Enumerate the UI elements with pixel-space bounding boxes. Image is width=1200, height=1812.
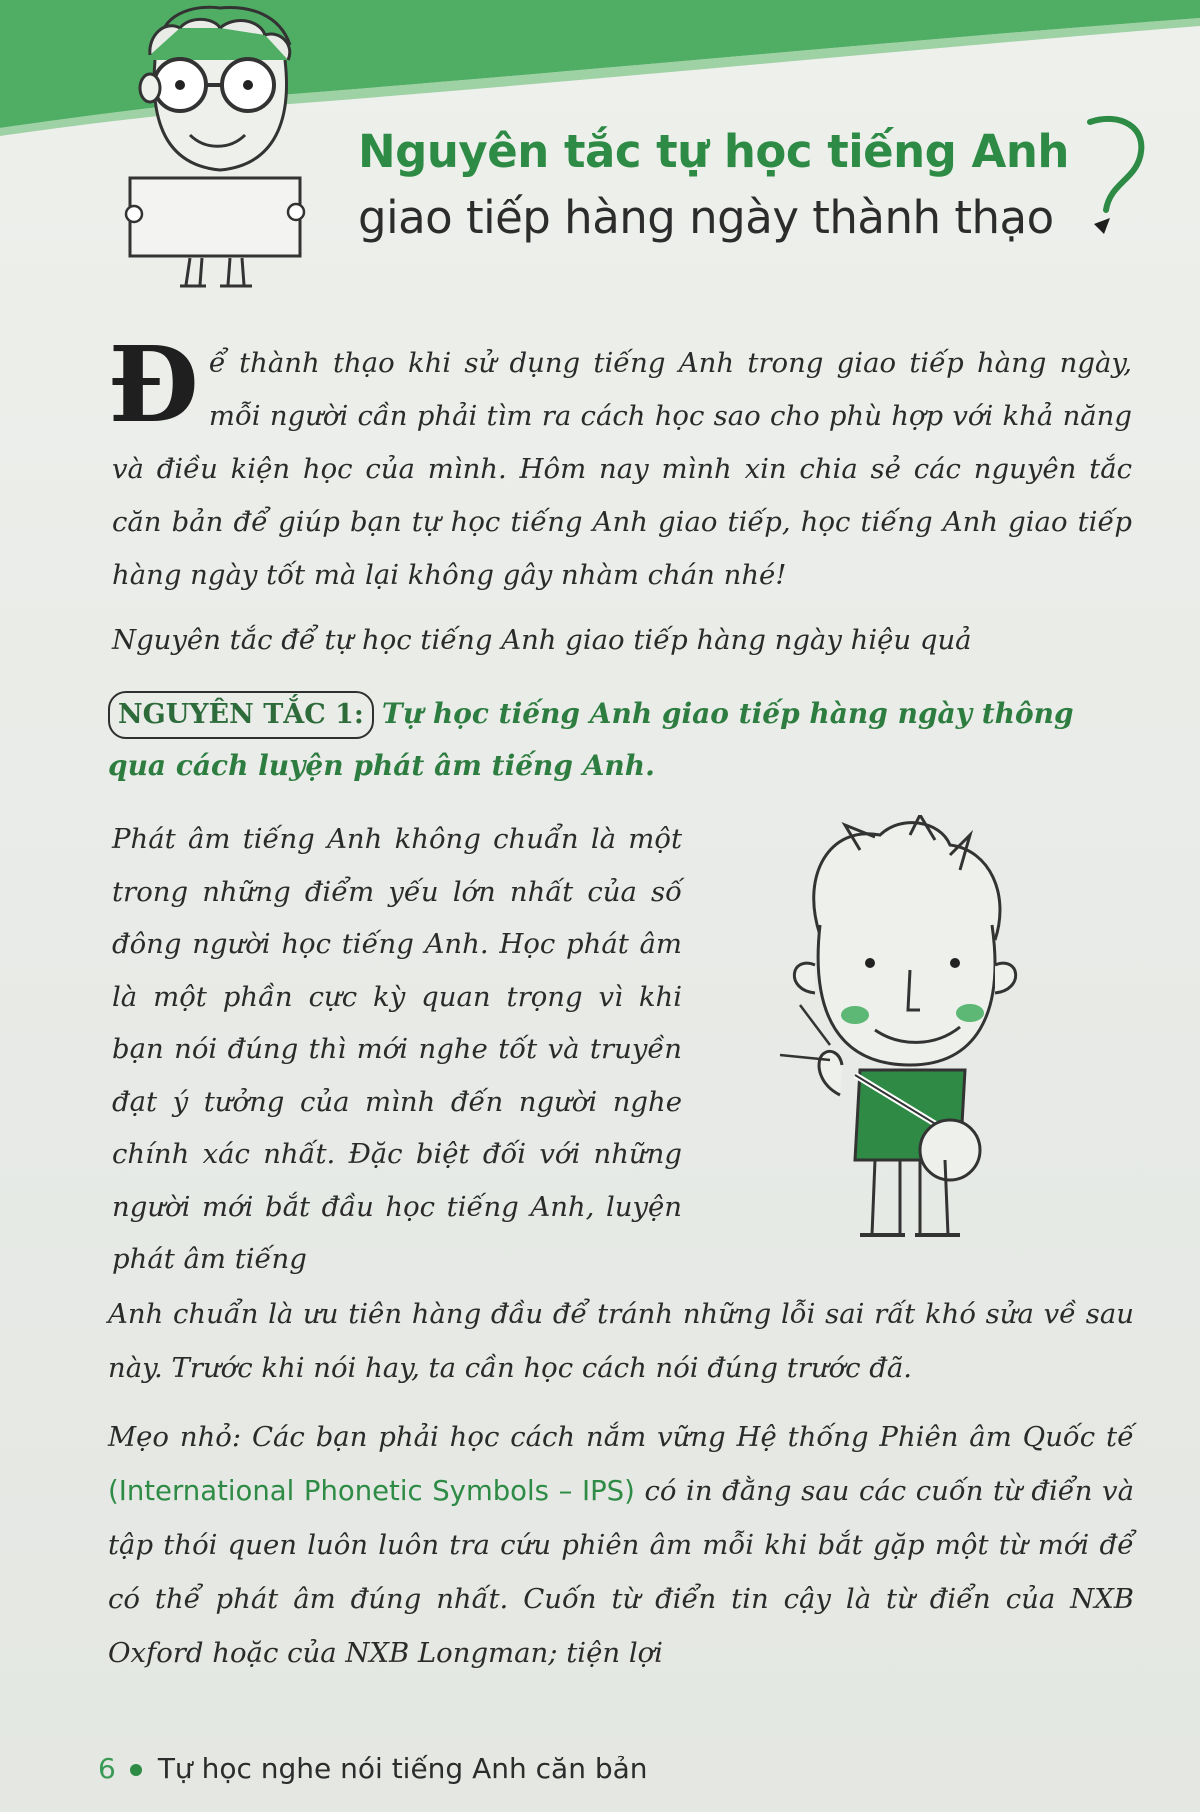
pronunciation-paragraph-column: Phát âm tiếng Anh không chuẩn là một trong những điểm yếu lớn nhất của số đông người học tiếng Anh. Học phát âm là một phần cực kỳ quan trọng vì khi bạn nói đúng thì mới nghe tốt và truyền đạt ý tưởng của mình đến người nghe chính xác nhất. Đặc biệt đối với những người mới bắt đầu học tiếng Anh, luyện phát âm tiếng [112, 823, 682, 1275]
question-mark-icon [1070, 112, 1150, 242]
rule-1 [108, 688, 1138, 792]
thumbs-up-boy-illustration [760, 815, 1040, 1265]
pronunciation-paragraph-full: Anh chuẩn là ưu tiên hàng đầu để tránh những lỗi sai rất khó sửa về sau này. Trước khi nói hay, ta cần học cách nói đúng trước đã. [108, 1298, 1134, 1384]
tip-highlight: (International Phonetic Symbols – IPS) [108, 1475, 635, 1507]
tip-rest: có in đằng sau các cuốn từ điển và tập thói quen luôn luôn tra cứu phiên âm mỗi khi bắt gặp một từ mới để có thể phát âm đúng nhất. Cuốn từ điển tin cậy là từ điển của NXB Oxford hoặc của NXB Longman; tiện lợi [108, 1475, 1134, 1669]
tip-paragraph [108, 1410, 1134, 1680]
rule-text: Tự học tiếng Anh giao tiếp hàng ngày thông qua cách luyện phát âm tiếng Anh. [108, 697, 1074, 782]
book-title: Tự học nghe nói tiếng Anh căn bản [157, 1752, 648, 1785]
page-number: 6 [98, 1752, 116, 1785]
title-line-1: Nguyên tắc tự học tiếng Anh [358, 125, 1069, 178]
section-heading: Nguyên tắc để tự học tiếng Anh giao tiếp hàng ngày hiệu quả [112, 624, 972, 656]
intro-text: ể thành thạo khi sử dụng tiếng Anh trong giao tiếp hàng ngày, mỗi người cần phải tìm ra cách học sao cho phù hợp với khả năng và điều kiện học của mình. Hôm nay mình xin chia sẻ các nguyên tắc căn bản để giúp bạn tự học tiếng Anh giao tiếp, học tiếng Anh giao tiếp hàng ngày tốt mà lại không gây nhàm chán nhé! [112, 347, 1132, 591]
tip-lead: Mẹo nhỏ: Các bạn phải học cách nắm vững Hệ thống Phiên âm Quốc tế [108, 1421, 1134, 1453]
page-title [358, 118, 1078, 252]
dropcap-letter: Đ [108, 323, 199, 446]
title-line-2: giao tiếp hàng ngày thành thạo [358, 191, 1054, 244]
page-footer [98, 1752, 648, 1785]
intro-paragraph [108, 323, 1132, 602]
glasses-character-illustration [120, 0, 320, 300]
footer-bullet-icon [130, 1764, 142, 1776]
rule-badge: NGUYÊN TẮC 1: [108, 691, 374, 739]
